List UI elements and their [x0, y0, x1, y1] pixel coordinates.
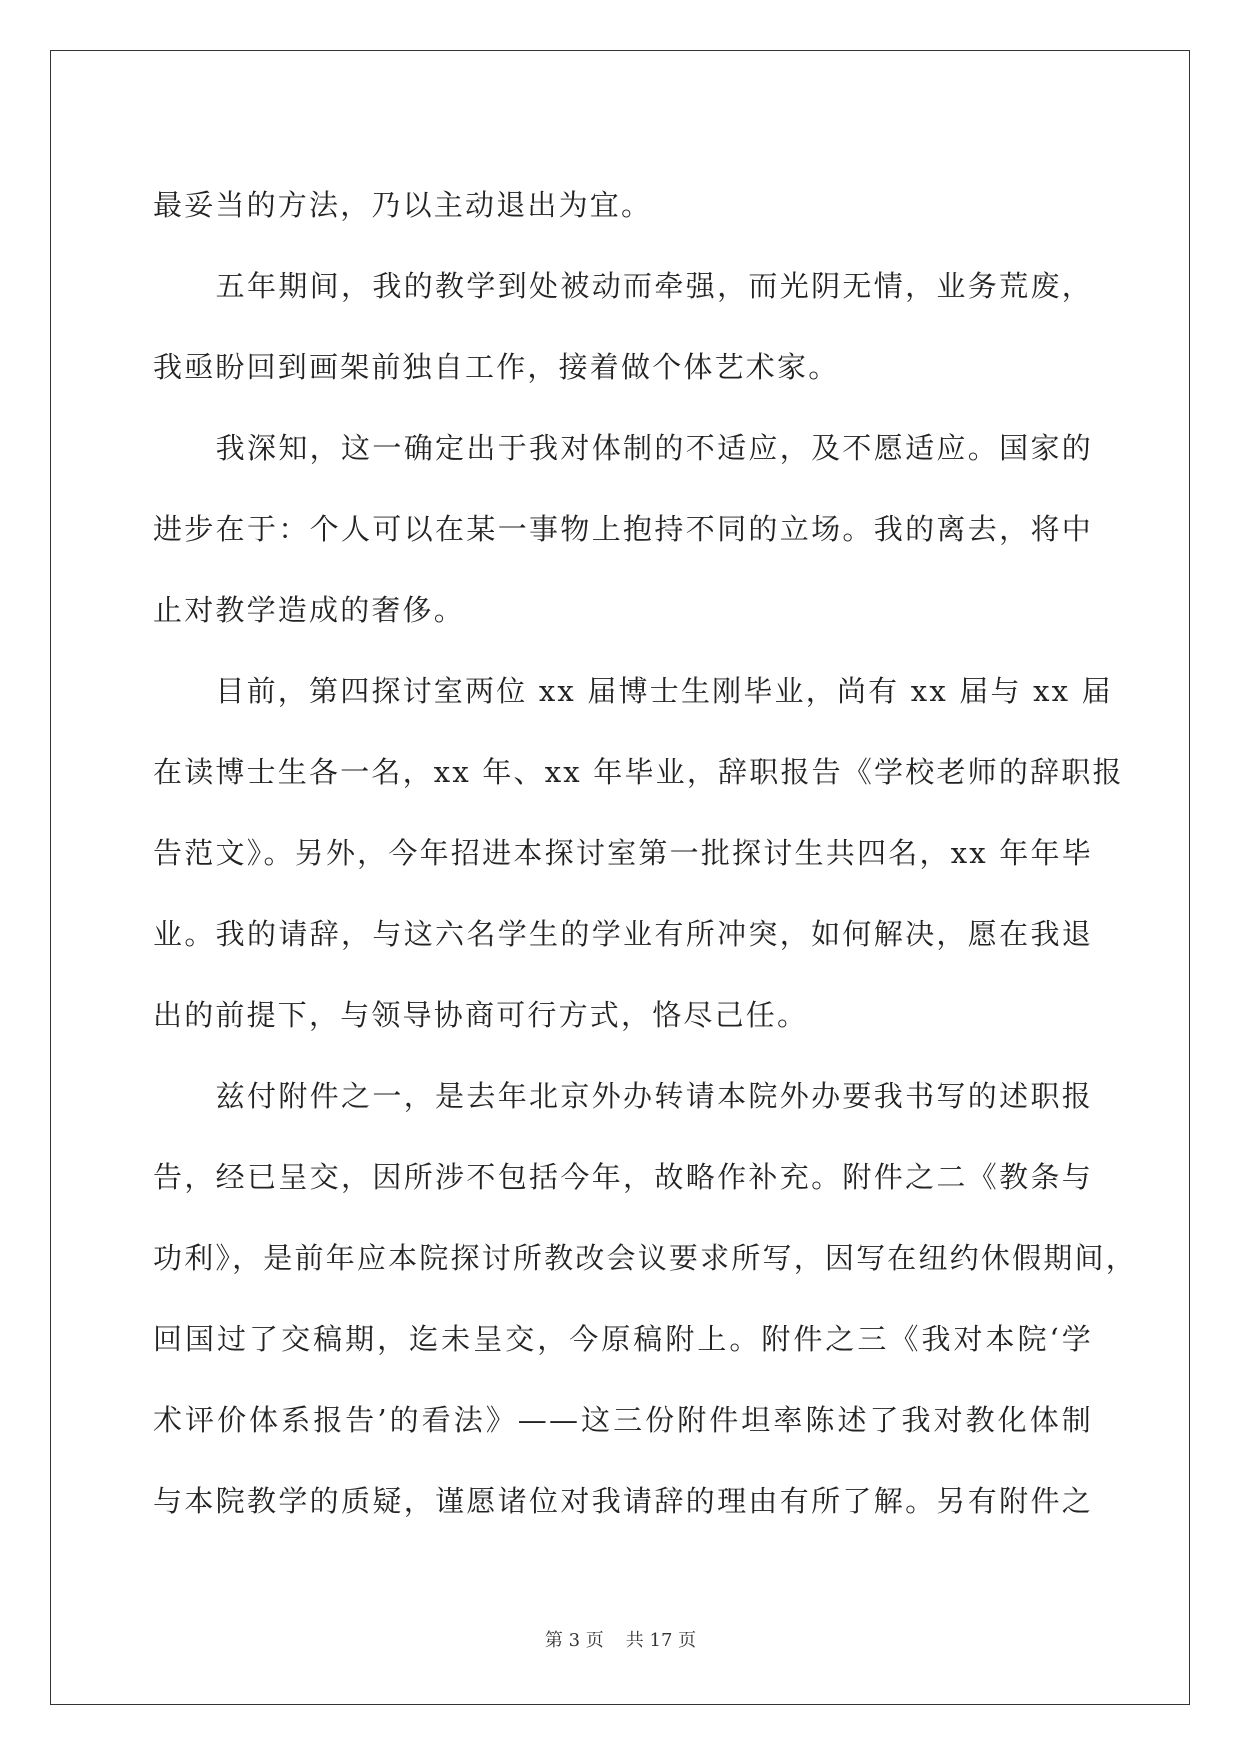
paragraph — [153, 408, 1093, 651]
text-line: 告，经已呈交，因所涉不包括今年，故略作补充。附件之二《教条与 — [153, 1160, 1093, 1194]
text-line: 与本院教学的质疑，谨愿诸位对我请辞的理由有所了解。另有附件之 — [153, 1484, 1093, 1518]
paragraph — [153, 165, 1093, 246]
text-line: 功利》，是前年应本院探讨所教改会议要求所写，因写在纽约休假期间， — [153, 1241, 1137, 1275]
paragraph — [153, 651, 1124, 1056]
text-line: 目前，第四探讨室两位 xx 届博士生刚毕业，尚有 xx 届与 xx 届 — [153, 674, 1113, 708]
text-line: 术评价体系报告’的看法》——这三份附件坦率陈述了我对教化体制 — [153, 1403, 1093, 1437]
text-line: 出的前提下，与领导协商可行方式，恪尽己任。 — [153, 998, 809, 1032]
text-line: 我亟盼回到画架前独自工作，接着做个体艺术家。 — [153, 350, 840, 384]
text-line: 在读博士生各一名，xx 年、xx 年毕业，辞职报告《学校老师的辞职报 — [153, 755, 1124, 789]
text-line: 回国过了交稿期，迄未呈交，今原稿附上。附件之三《我对本院‘学 — [153, 1322, 1093, 1356]
page-footer — [0, 1626, 1241, 1652]
page-total: 共 17 页 — [625, 1630, 697, 1651]
text-line: 告范文》。另外，今年招进本探讨室第一批探讨生共四名，xx 年年毕 — [153, 836, 1093, 870]
text-line: 我深知，这一确定出于我对体制的不适应，及不愿适应。国家的 — [153, 431, 1093, 465]
text-line: 止对教学造成的奢侈。 — [153, 593, 466, 627]
paragraph — [153, 246, 1093, 408]
page-number: 第 3 页 — [544, 1630, 604, 1651]
document-body — [153, 165, 1137, 1542]
paragraph — [153, 1056, 1137, 1542]
text-line: 兹付附件之一，是去年北京外办转请本院外办要我书写的述职报 — [153, 1079, 1093, 1113]
text-line: 进步在于：个人可以在某一事物上抱持不同的立场。我的离去，将中 — [153, 512, 1093, 546]
text-line: 五年期间，我的教学到处被动而牵强，而光阴无情，业务荒废， — [153, 269, 1093, 303]
text-line: 业。我的请辞，与这六名学生的学业有所冲突，如何解决，愿在我退 — [153, 917, 1093, 951]
text-line: 最妥当的方法，乃以主动退出为宜。 — [153, 188, 653, 222]
